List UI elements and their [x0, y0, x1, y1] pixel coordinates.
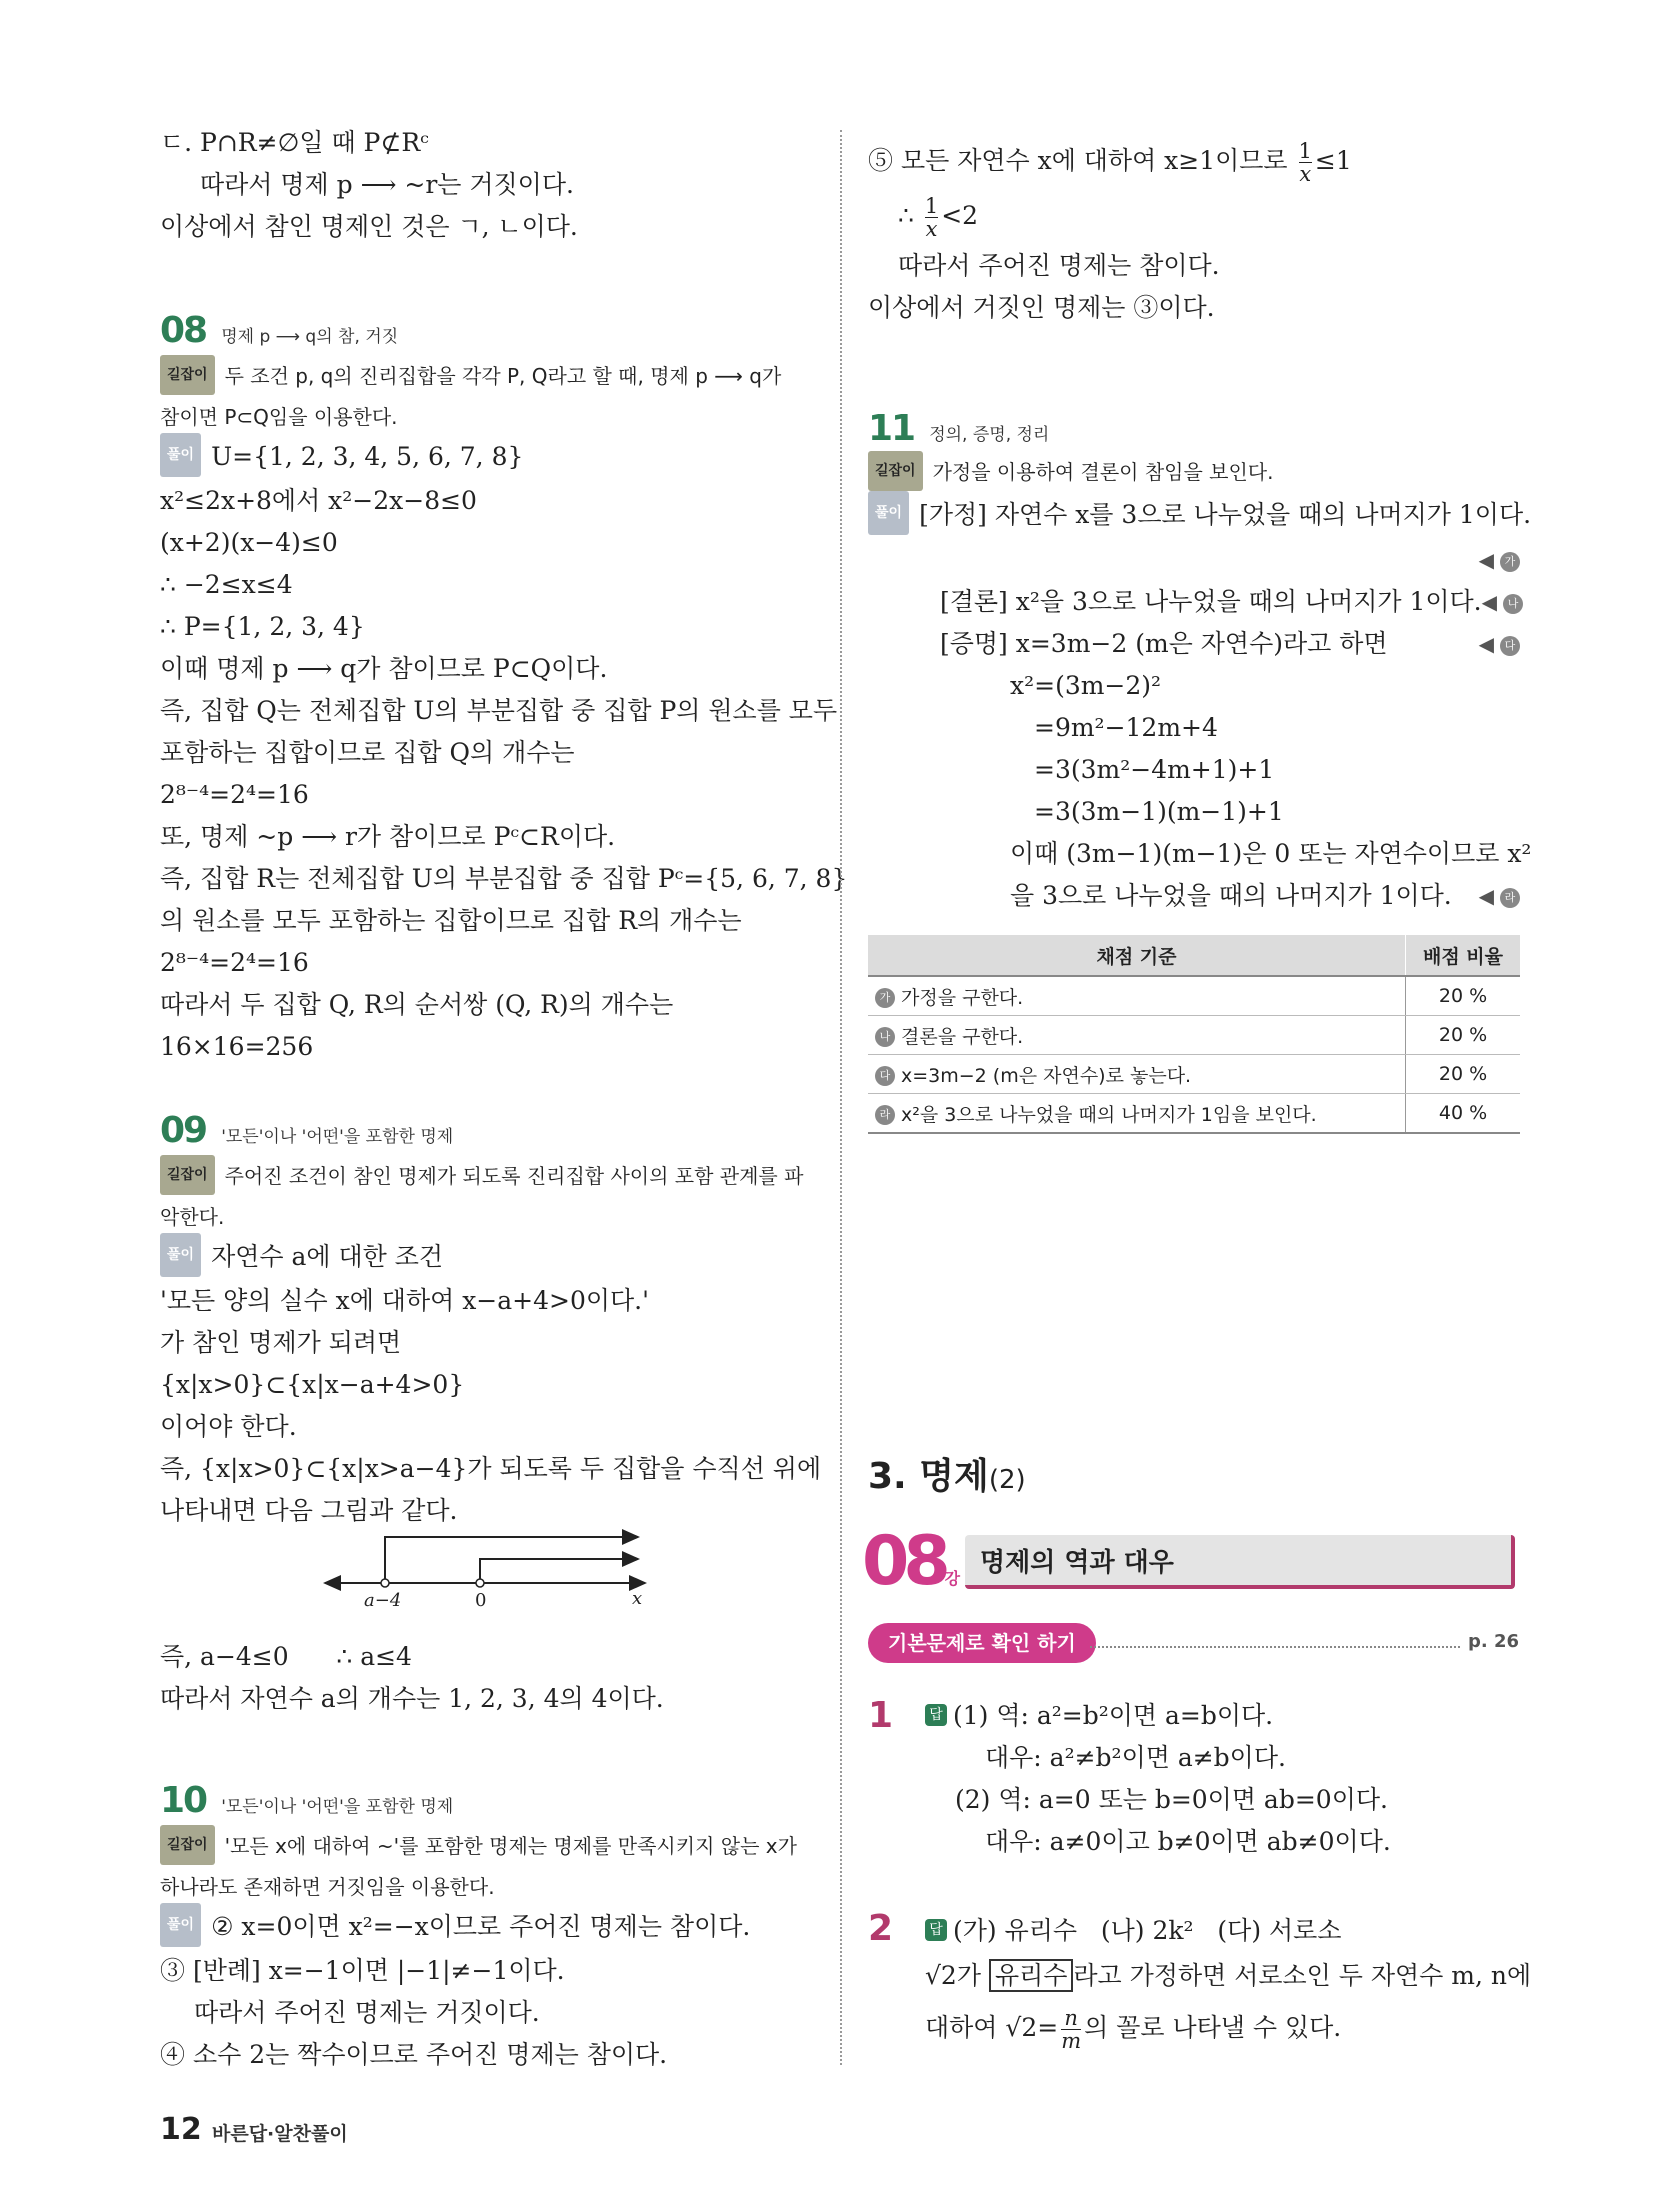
- q08-line-9: 또, 명제 ~p ⟶ r가 참이므로 Pᶜ⊂R이다.: [160, 822, 616, 851]
- q09-gil: 길잡이 주어진 조건이 참인 명제가 되도록 진리집합 사이의 포함 관계를 파: [160, 1157, 820, 1198]
- q09-line-4: 이어야 한다.: [160, 1412, 297, 1441]
- a2-line-2: √2가 유리수 라고 가정하면 서로소인 두 자연수 m, n에: [925, 1961, 1532, 1990]
- header-ratio: 배점 비율: [1406, 935, 1521, 976]
- q10-title: '모든'이나 '어떤'을 포함한 명제: [221, 1797, 454, 1817]
- q09-line-5: 즉, {x|x>0}⊂{x|x>a−4}가 되도록 두 집합을 수직선 위에: [160, 1454, 822, 1483]
- q08-line-7: 포함하는 집합이므로 집합 Q의 개수는: [160, 738, 575, 767]
- fraction-1-over-x: $\frac{1}{x}$: [1298, 139, 1312, 186]
- q10-header: [160, 1780, 820, 1821]
- a1-line-1: 대우: a²≠b²이면 a≠b이다.: [985, 1743, 1286, 1772]
- q08-line-8: 2⁸⁻⁴=2⁴=16: [160, 780, 309, 809]
- q11-line-0: 풀이 [가정] 자연수 x를 3으로 나누었을 때의 나머지가 1이다.: [868, 494, 1528, 539]
- dap-icon: 답: [925, 1704, 947, 1726]
- q09-line-1: '모든 양의 실수 x에 대하여 x−a+4>0이다.': [160, 1286, 649, 1315]
- q08-line-12: 2⁸⁻⁴=2⁴=16: [160, 948, 309, 977]
- a1-line-2: (2) 역: a=0 또는 b=0이면 ab=0이다.: [955, 1785, 1388, 1814]
- q08-line-3: ∴ −2≤x≤4: [160, 570, 293, 599]
- pul-tag: 풀이: [160, 1233, 201, 1277]
- header-criteria: 채점 기준: [868, 935, 1406, 976]
- dap-icon: 답: [925, 1919, 947, 1941]
- gil-tag: 길잡이: [160, 355, 215, 395]
- gil-tag: 길잡이: [160, 1155, 215, 1195]
- q08-header: [160, 310, 820, 351]
- q10-gil: 길잡이 '모든 x에 대하여 ~'를 포함한 명제는 명제를 만족시키지 않는 x가: [160, 1827, 820, 1868]
- gil-tag: 길잡이: [868, 451, 923, 491]
- q11-gil: 길잡이 가정을 이용하여 결론이 참임을 보인다.: [868, 453, 1528, 494]
- table-row: 가 가정을 구한다. 20 %: [868, 976, 1520, 1016]
- basic-check-pill: 기본문제로 확인 하기: [868, 1623, 1096, 1663]
- q10-number: 10: [160, 1780, 207, 1821]
- q10-continued: [868, 135, 1528, 329]
- q08-number: 08: [160, 310, 207, 351]
- a2-line-1: 답 (가) 유리수 (나) 2k² (다) 서로소: [925, 1910, 1525, 1952]
- marker-na-icon: 나: [1503, 594, 1523, 614]
- label-x: x: [632, 1588, 643, 1609]
- q08-line-0: 풀이 U={1, 2, 3, 4, 5, 6, 7, 8}: [160, 436, 820, 481]
- column-divider: [840, 130, 842, 2065]
- q08-line-1: x²≤2x+8에서 x²−2x−8≤0: [160, 486, 477, 515]
- section-title: 3. 명제(2): [868, 1456, 1026, 1497]
- fraction-n-over-m: $\frac{n}{m}$: [1061, 2006, 1082, 2053]
- left-column: [160, 122, 820, 248]
- q11-line-4: =9m²−12m+4: [1034, 713, 1218, 742]
- q11-title: 정의, 증명, 정리: [929, 425, 1050, 445]
- q08-gil-2: 참이면 P⊂Q임을 이용한다.: [160, 404, 398, 429]
- lecture-title: 명제의 역과 대우: [980, 1548, 1174, 1578]
- top-line-3: 이상에서 참인 명제인 것은 ㄱ, ㄴ이다.: [160, 212, 578, 241]
- label-zero: 0: [475, 1590, 487, 1611]
- q11-header: [868, 408, 1528, 449]
- q09-after-0: 즉, a−4≤0 ∴ a≤4: [160, 1642, 412, 1671]
- q09-block: [160, 1110, 820, 1532]
- row-mark-icon: 가: [875, 988, 895, 1008]
- row-mark-icon: 나: [875, 1027, 895, 1047]
- q11-line-3: x²=(3m−2)²: [1010, 671, 1162, 700]
- gil-tag: 길잡이: [160, 1825, 215, 1865]
- q11-marker-row-ga: ◀ 가: [868, 538, 1528, 581]
- q10-cont-line-4: 이상에서 거짓인 명제는 ③이다.: [868, 293, 1215, 322]
- q10-line-0: 풀이 ② x=0이면 x²=−x이므로 주어진 명제는 참이다.: [160, 1906, 820, 1951]
- point-a-minus-4: [381, 1579, 389, 1587]
- page-number: 12: [160, 2112, 202, 2147]
- q08-line-4: ∴ P={1, 2, 3, 4}: [160, 612, 365, 641]
- q08-line-2: (x+2)(x−4)≤0: [160, 528, 338, 557]
- top-line-1: ㄷ. P∩R≠∅일 때 P⊄Rᶜ: [160, 128, 429, 157]
- q11-number: 11: [868, 408, 915, 449]
- score-table: [868, 935, 1520, 1134]
- answer-2-block: [925, 1910, 1532, 2056]
- set-zero: [480, 1559, 638, 1583]
- q11-block: [868, 408, 1532, 917]
- q10-line-1: ③ [반례] x=−1이면 |−1|≠−1이다.: [160, 1956, 565, 1985]
- q10-line-3: ④ 소수 2는 짝수이므로 주어진 명제는 참이다.: [160, 2040, 668, 2069]
- q09-header: [160, 1110, 820, 1151]
- q11-line-6: =3(3m−1)(m−1)+1: [1034, 797, 1284, 826]
- page-reference: p. 26: [1468, 1631, 1520, 1652]
- table-row: 라 x²을 3으로 나누었을 때의 나머지가 1임을 보인다. 40 %: [868, 1094, 1520, 1134]
- marker-da-icon: 다: [1500, 636, 1520, 656]
- fraction-1-over-x-2: $\frac{1}{x}$: [924, 194, 939, 241]
- q08-line-6: 즉, 집합 Q는 전체집합 U의 부분집합 중 집합 P의 원소를 모두: [160, 696, 838, 725]
- q11-line-1: [결론] x²을 3으로 나누었을 때의 나머지가 1이다. ◀ 나: [868, 581, 1528, 623]
- answer-2-number: 2: [868, 1908, 894, 1949]
- q10-cont-line-1: ⑤ 모든 자연수 x에 대하여 x≥1이므로 $\frac{1}{x}$ ≤1: [868, 139, 1352, 186]
- top-line-2: 따라서 명제 p ⟶ ~r는 거짓이다.: [200, 170, 574, 199]
- q08-line-14: 16×16=256: [160, 1032, 314, 1061]
- q10-cont-line-3: 따라서 주어진 명제는 참이다.: [898, 251, 1220, 280]
- q08-line-10: 즉, 집합 R는 전체집합 U의 부분집합 중 집합 Pᶜ={5, 6, 7, 8}: [160, 864, 848, 893]
- pul-tag: 풀이: [160, 433, 201, 477]
- dotted-leader: [1090, 1646, 1460, 1648]
- q11-line-8: 을 3으로 나누었을 때의 나머지가 1이다. ◀ 라: [868, 875, 1528, 917]
- pul-tag: 풀이: [868, 491, 909, 535]
- q08-line-11: 의 원소를 모두 포함하는 집합이므로 집합 R의 개수는: [160, 906, 742, 935]
- q09-number: 09: [160, 1110, 207, 1151]
- q09-gil-2: 악한다.: [160, 1204, 225, 1229]
- pul-tag: 풀이: [160, 1903, 201, 1947]
- q10-gil-2: 하나라도 존재하면 거짓임을 이용한다.: [160, 1874, 495, 1899]
- marker-ga-icon: 가: [1500, 552, 1520, 572]
- table-row: 다 x=3m−2 (m은 자연수)로 놓는다. 20 %: [868, 1055, 1520, 1094]
- q10-cont-line-2: ∴ $\frac{1}{x}$ <2: [898, 194, 979, 241]
- q09-title: '모든'이나 '어떤'을 포함한 명제: [221, 1127, 454, 1147]
- a1-line-3: 대우: a≠0이고 b≠0이면 ab≠0이다.: [985, 1827, 1391, 1856]
- q09-line-0: 풀이 자연수 a에 대한 조건: [160, 1236, 820, 1281]
- a2-line-3: 대하여 √2= $\frac{n}{m}$ 의 꼴로 나타낼 수 있다.: [925, 2006, 1342, 2053]
- q09-after: [160, 1636, 820, 1720]
- q10-line-2: 따라서 주어진 명제는 거짓이다.: [194, 1998, 540, 2027]
- answer-1-number: 1: [868, 1695, 894, 1736]
- label-a-minus-4: a−4: [364, 1590, 402, 1611]
- lecture-number: 08강: [862, 1522, 961, 1601]
- answer-1-block: [925, 1695, 1525, 1863]
- marker-ra-icon: 라: [1500, 888, 1520, 908]
- q11-line-2: [증명] x=3m−2 (m은 자연수)라고 하면 ◀ 다: [868, 623, 1528, 665]
- q11-line-7: 이때 (3m−1)(m−1)은 0 또는 자연수이므로 x²: [1010, 839, 1532, 868]
- boxed-answer: 유리수: [989, 1959, 1073, 1992]
- point-zero: [476, 1579, 484, 1587]
- a1-line-0: 답 (1) 역: a²=b²이면 a=b이다.: [925, 1695, 1525, 1737]
- q11-line-5: =3(3m²−4m+1)+1: [1034, 755, 1275, 784]
- q08-block: [160, 310, 848, 1068]
- q09-after-1: 따라서 자연수 a의 개수는 1, 2, 3, 4의 4이다.: [160, 1684, 664, 1713]
- q09-line-2: 가 참인 명제가 되려면: [160, 1328, 402, 1357]
- q08-line-5: 이때 명제 p ⟶ q가 참이므로 P⊂Q이다.: [160, 654, 608, 683]
- table-row: 나 결론을 구한다. 20 %: [868, 1016, 1520, 1055]
- q09-line-6: 나타내면 다음 그림과 같다.: [160, 1496, 458, 1525]
- footer-title: 바른답·알찬풀이: [212, 2123, 348, 2145]
- q08-gil: 길잡이 두 조건 p, q의 진리집합을 각각 P, Q라고 할 때, 명제 p ⟶ q가: [160, 357, 820, 398]
- row-mark-icon: 다: [875, 1066, 895, 1086]
- q08-title: 명제 p ⟶ q의 참, 거짓: [221, 327, 399, 347]
- q10-block: [160, 1780, 820, 2076]
- q08-line-13: 따라서 두 집합 Q, R의 순서쌍 (Q, R)의 개수는: [160, 990, 674, 1019]
- row-mark-icon: 라: [875, 1105, 895, 1125]
- q09-line-3: {x|x>0}⊂{x|x−a+4>0}: [160, 1370, 465, 1399]
